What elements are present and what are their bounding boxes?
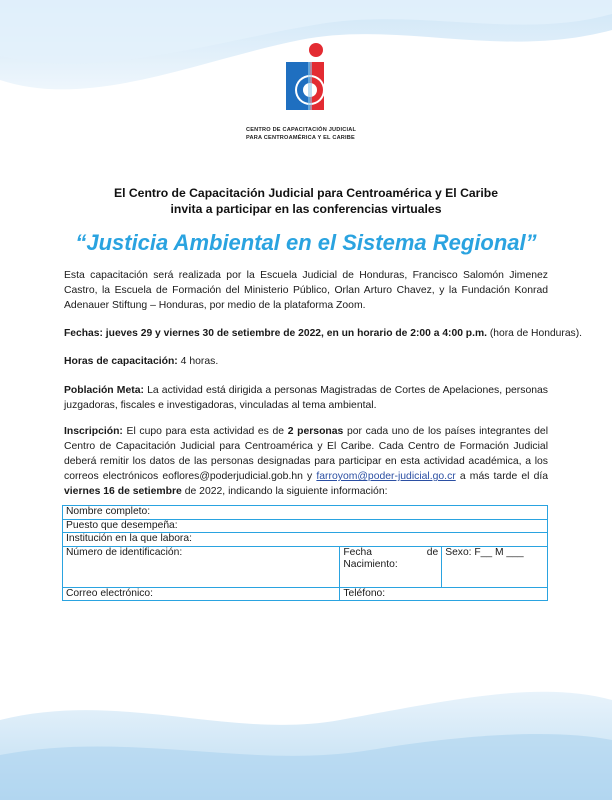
organization-name-line1: CENTRO DE CAPACITACIÓN JUDICIAL <box>246 127 357 133</box>
organization-logo <box>282 42 334 122</box>
organization-name-line2: PARA CENTROAMÉRICA Y EL CARIBE <box>246 135 355 141</box>
hours-value: 4 horas. <box>180 356 219 367</box>
institution-field[interactable]: Institución en la que labora: <box>63 533 548 547</box>
registration-text4: de 2022, indicando la siguiente información: <box>184 486 388 497</box>
dates-note: (hora de Honduras). <box>489 328 582 339</box>
id-number-field[interactable]: Número de identificación: <box>63 546 340 587</box>
audience-value: La actividad está dirigida a personas Magistradas de Cortes de Apelaciones, personas juzgadoras, fiscales e investigadoras, vinculadas al tema ambiental. <box>64 385 548 411</box>
registration-text2: por cada uno de los países integrantes del Centro de Capacitación Judicial para Centroamérica y El Caribe. Cada Centro de Formación Judicial deberá remitir los datos de las personas designadas para participar en esta actividad académica, a los correos electrónicos <box>64 426 549 482</box>
full-name-field[interactable]: Nombre completo: <box>63 506 548 520</box>
birth-date-label-word1: Fecha <box>343 546 372 558</box>
registration-paragraph <box>64 424 548 499</box>
registration-form-table <box>62 505 548 601</box>
event-title: “Justicia Ambiental en el Sistema Regional” <box>75 230 537 255</box>
dates-value: jueves 29 y viernes 30 de setiembre de 2022, en un horario de 2:00 a 4:00 p.m. <box>105 328 487 339</box>
heading-line1: El Centro de Capacitación Judicial para Centroamérica y El Caribe <box>113 186 499 200</box>
registration-text3: a más tarde el día <box>459 471 549 482</box>
phone-field[interactable]: Teléfono: <box>340 587 548 601</box>
registration-connector: y <box>307 471 313 482</box>
sex-field[interactable]: Sexo: F__ M ___ <box>442 546 548 587</box>
form-row-contact <box>63 587 548 601</box>
form-row-identification <box>63 546 548 587</box>
registration-label: Inscripción: <box>64 426 123 437</box>
position-field[interactable]: Puesto que desempeña: <box>63 519 548 533</box>
dates-paragraph <box>64 326 582 341</box>
registration-quota: 2 personas <box>287 426 344 437</box>
organization-name <box>246 126 446 142</box>
registration-text1: El cupo para esta actividad es de <box>126 426 285 437</box>
birth-date-label-word3: Nacimiento: <box>343 559 398 570</box>
birth-date-field[interactable] <box>340 546 442 587</box>
audience-label: Población Meta: <box>64 385 144 396</box>
email-field[interactable]: Correo electrónico: <box>63 587 340 601</box>
form-row-position <box>63 519 548 533</box>
form-row-full-name <box>63 506 548 520</box>
hours-label: Horas de capacitación: <box>64 356 178 367</box>
dates-label: Fechas: <box>64 328 103 339</box>
audience-paragraph <box>64 383 548 413</box>
intro-paragraph: Esta capacitación será realizada por la Escuela Judicial de Honduras, Francisco Salomón Jimenez Castro, la Escuela de Formación del Ministerio Público, Orlan Arturo Chavez, y la Fundación Konrad Adenauer Stiftung – Honduras, por medio de la plataforma Zoom. <box>64 270 548 311</box>
email-link-2[interactable]: farroyom@poder-judicial.go.cr <box>316 471 456 482</box>
bottom-wave-decoration <box>0 660 612 800</box>
heading-line2: invita a participar en las conferencias virtuales <box>170 202 442 216</box>
email-link-1[interactable]: eoflores@poderjudicial.gob.hn <box>162 471 303 482</box>
hours-paragraph <box>64 354 548 369</box>
registration-deadline: viernes 16 de setiembre <box>64 486 182 497</box>
form-row-institution <box>63 533 548 547</box>
birth-date-label-word2: de <box>426 546 439 558</box>
invitation-heading <box>0 185 612 217</box>
